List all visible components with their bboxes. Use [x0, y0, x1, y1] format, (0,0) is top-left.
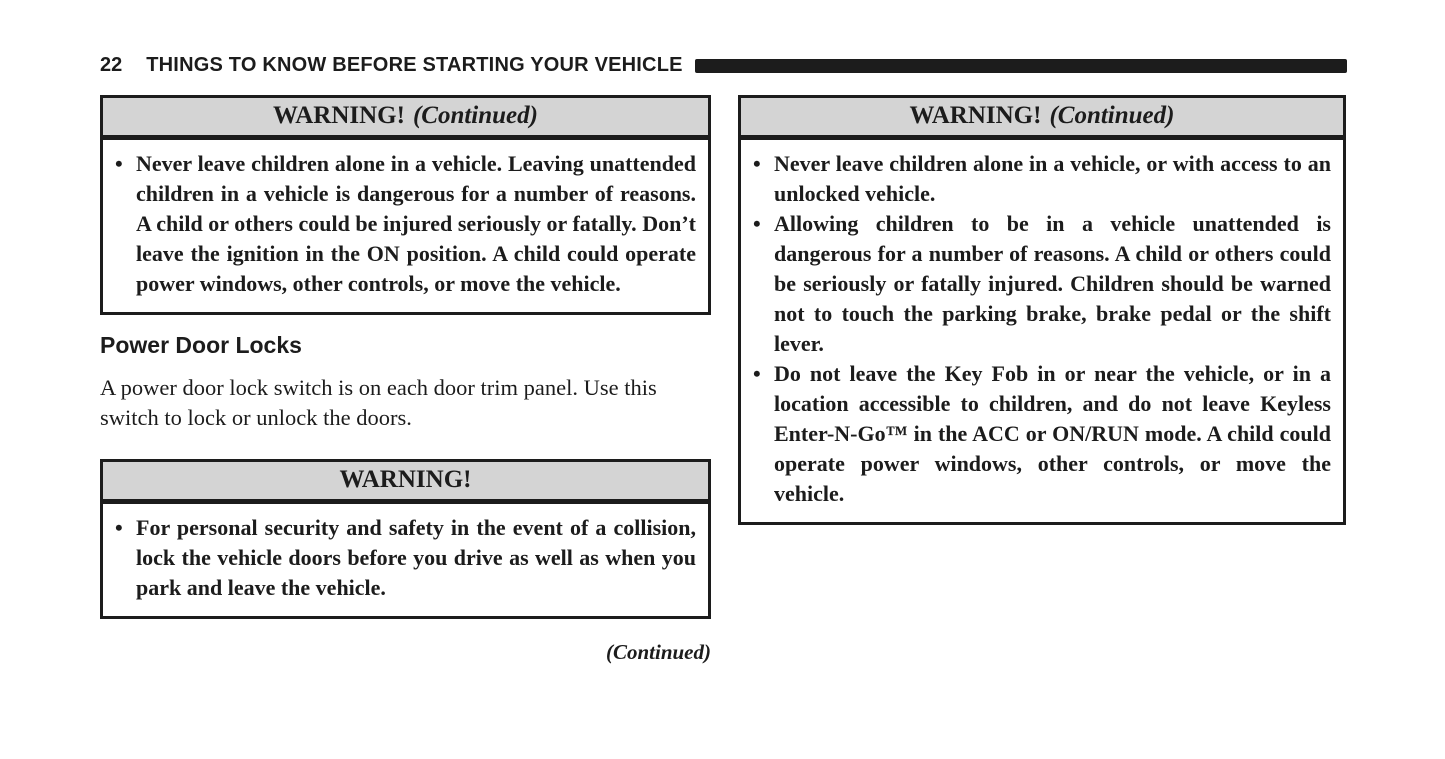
page-header — [0, 54, 1445, 77]
warning-title-continued: (Continued) — [1049, 102, 1175, 129]
warning-bullet-text: Never leave children alone in a vehicle, or with access to an unlocked vehicle. — [774, 151, 1331, 206]
warning-box-title — [103, 98, 708, 140]
body-paragraph: A power door lock switch is on each door trim panel. Use this switch to lock or unlock the doors. — [100, 375, 657, 430]
warning-bullet-text: Never leave children alone in a vehicle. Leaving unattended children in a vehicle is dangerous for a number of reasons. A child or others could be injured seriously or fatally. Don’t leave the ignition in the ON position. A child could operate power windows, other controls, or move the vehicle. — [136, 151, 696, 296]
warning-bullet-text: For personal security and safety in the event of a collision, lock the vehicle doors before you drive as well as when you park and leave the vehicle. — [136, 515, 696, 600]
list-item — [115, 513, 696, 603]
bullet-dot-icon: • — [753, 361, 761, 386]
left-column — [100, 95, 711, 665]
section-heading-power-door-locks: Power Door Locks — [100, 332, 302, 358]
warning-bullet-list — [103, 140, 708, 312]
warning-box-continued-left — [100, 95, 711, 315]
warning-bullet-text: Do not leave the Key Fob in or near the vehicle, or in a location accessible to children, and do not leave Keyless Enter-N-Go™ in the ACC or ON/RUN mode. A child could operate power windows, other controls, or move the vehicle. — [774, 361, 1331, 506]
warning-box-continued-right — [738, 95, 1346, 525]
bullet-dot-icon: • — [115, 515, 123, 540]
page-title: THINGS TO KNOW BEFORE STARTING YOUR VEHICLE — [146, 54, 683, 76]
list-item — [753, 149, 1331, 209]
two-column-layout — [0, 77, 1445, 665]
right-column — [738, 95, 1346, 525]
list-item — [753, 209, 1331, 359]
continued-note: (Continued) — [605, 640, 711, 664]
warning-box-title — [741, 98, 1343, 140]
warning-bullet-list — [741, 140, 1343, 522]
warning-bullet-text: Allowing children to be in a vehicle unattended is dangerous for a number of reasons. A child or others could be seriously or fatally injured. Children should be warned not to touch the parking brake, brake pedal or the shift lever. — [774, 211, 1331, 356]
bullet-dot-icon: • — [115, 151, 123, 176]
warning-title-text: WARNING! — [909, 102, 1042, 129]
bullet-dot-icon: • — [753, 211, 761, 236]
warning-title-continued: (Continued) — [412, 102, 538, 129]
page-number: 22 — [100, 54, 123, 76]
list-item — [753, 359, 1331, 509]
list-item — [115, 149, 696, 299]
warning-bullet-list — [103, 504, 708, 616]
header-rule-bar — [695, 59, 1347, 73]
bullet-dot-icon: • — [753, 151, 761, 176]
warning-box-power-door-locks — [100, 459, 711, 619]
warning-title-text: WARNING! — [273, 102, 405, 129]
warning-title-text: WARNING! — [339, 466, 472, 493]
warning-box-title — [103, 462, 708, 504]
